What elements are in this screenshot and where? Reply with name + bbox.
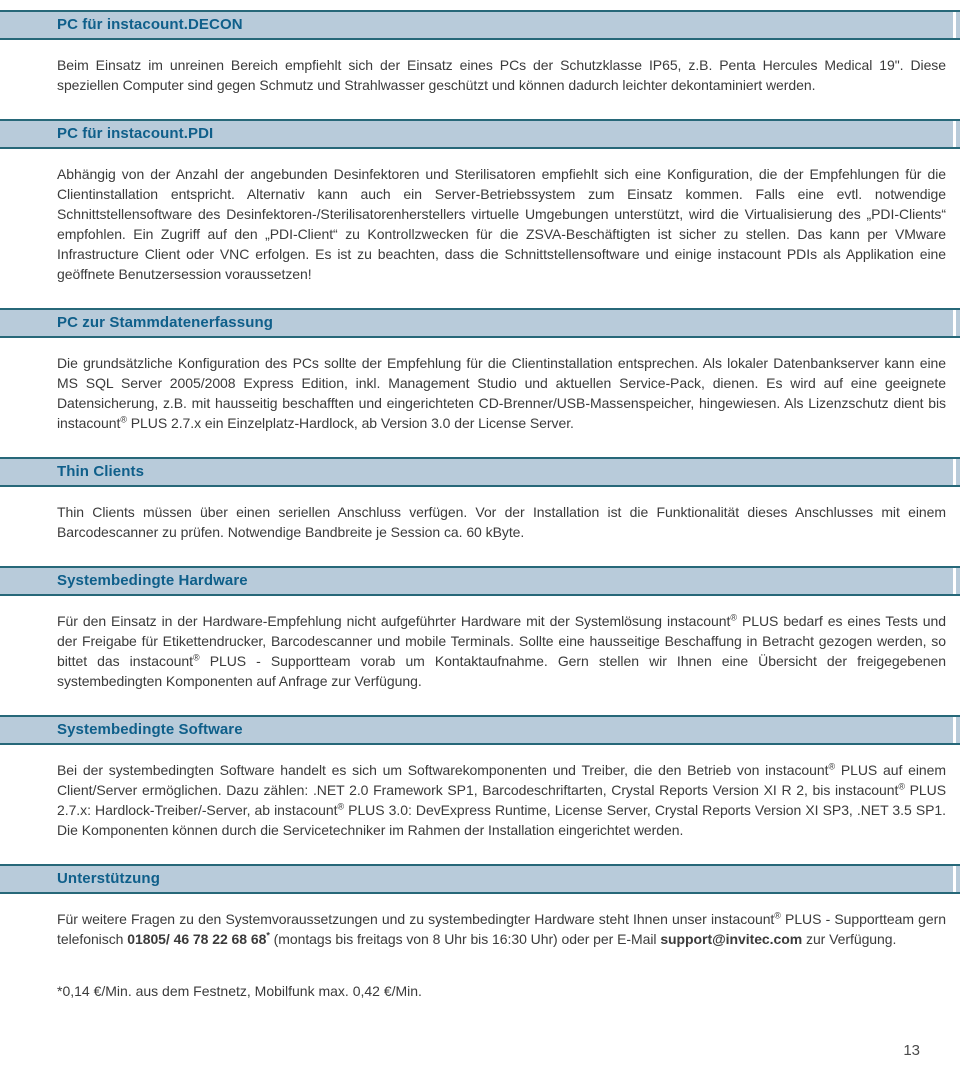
text-run: Für den Einsatz in der Hardware-Empfehlung nicht aufgeführter Hardware mit der Systemlösung instacount <box>57 613 731 629</box>
text-run: PLUS - Supportteam vorab um Kontaktaufnahme. Gern stellen wir Ihnen eine Übersicht der freigegebenen systembedingten Komponenten auf Anfrage zur Verfügung. <box>57 653 946 689</box>
text-run: Die grundsätzliche Konfiguration des PCs sollte der Empfehlung für die Clientinstallation entsprechen. Als lokaler Datenbankserver kann eine MS SQL Server 2005/2008 Express Edition, inkl. Management Studio und aktuellen Service-Pack, dienen. Es wird auf eine geeignete Datensicherung, z.B. mit hausseitig beschafften und eingerichteten CD-Brenner/USB-Massenspeicher, hingewiesen. Als Lizenzschutz dient bis instacount <box>57 355 946 431</box>
text-run: PLUS 2.7.x: Hardlock-Treiber/-Server, ab instacount <box>57 782 946 818</box>
bar-edge-notch <box>953 310 956 336</box>
text-run: PLUS auf einem Client/Server ermöglichen. Dazu zählen: .NET 2.0 Framework SP1, Barcodeschriftarten, Crystal Reports Version XI R 2, bis instacount <box>57 762 946 798</box>
paragraph <box>57 611 946 691</box>
text-run: ® <box>193 652 200 663</box>
section-header-bar <box>0 10 960 40</box>
section-title: Thin Clients <box>57 463 145 480</box>
section-title: PC zur Stammdatenerfassung <box>57 314 273 331</box>
section-header-bar <box>0 308 960 338</box>
text-run: support@invitec.com <box>660 931 803 947</box>
text-run: Für weitere Fragen zu den Systemvoraussetzungen und zu systembedingter Hardware steht Ihnen unser instacount <box>57 911 775 927</box>
bar-edge-notch <box>953 717 956 743</box>
section-header-bar <box>0 119 960 149</box>
section-header-bar <box>0 715 960 745</box>
section-hardware <box>0 566 960 691</box>
text-run: ® <box>337 801 345 812</box>
text-run: PLUS 3.0: DevExpress Runtime, License Server, Crystal Reports Version XI SP3, .NET 3.5 SP1. Die Komponenten können durch die Servicetechniker im Rahmen der Installation eingerichtet werden. <box>57 802 946 838</box>
paragraph <box>57 760 946 840</box>
paragraph <box>57 502 946 542</box>
section-pdi <box>0 119 960 284</box>
paragraph <box>57 909 946 949</box>
section-thin-clients <box>0 457 960 542</box>
text-run: * <box>266 930 270 941</box>
text-run: ® <box>898 781 905 792</box>
text-run: 01805/ 46 78 22 68 68 <box>127 931 267 947</box>
section-title: Unterstützung <box>57 870 160 887</box>
text-run: (montags bis freitags von 8 Uhr bis 16:30 Uhr) oder per E-Mail <box>269 931 661 947</box>
text-run: Thin Clients müssen über einen seriellen Anschluss verfügen. Vor der Installation ist die Funktionalität dieses Anschlusses mit einem Barcodescanner zu prüfen. Notwendige Bandbreite je Session ca. 60 kByte. <box>57 504 946 540</box>
text-run: *0,14 €/Min. aus dem Festnetz, Mobilfunk max. 0,42 €/Min. <box>57 983 422 999</box>
text-run: ® <box>120 414 127 425</box>
paragraph <box>57 353 946 433</box>
paragraph <box>57 164 946 284</box>
text-run: PLUS bedarf es eines Tests und der Freigabe für Etikettendrucker, Barcodescanner und mobile Terminals. Sollte eine hausseitige Beschaffung in Betracht gezogen werden, so bittet das instacount <box>57 613 946 669</box>
section-unterstuetzung <box>0 864 960 949</box>
section-header-bar <box>0 864 960 894</box>
section-title: PC für instacount.PDI <box>57 125 214 142</box>
bar-edge-notch <box>953 459 956 485</box>
section-stammdaten <box>0 308 960 433</box>
text-run: Bei der systembedingten Software handelt es sich um Softwarekomponenten und Treiber, die den Betrieb von instacount <box>57 762 829 778</box>
section-header-bar <box>0 566 960 596</box>
page-number: 13 <box>903 1042 920 1059</box>
text-run: PLUS 2.7.x ein Einzelplatz-Hardlock, ab Version 3.0 der License Server. <box>126 415 574 431</box>
text-run: ® <box>774 910 781 921</box>
bar-edge-notch <box>953 12 956 38</box>
bar-edge-notch <box>953 866 956 892</box>
text-run: Abhängig von der Anzahl der angebunden Desinfektoren und Sterilisatoren empfiehlt sich eine Konfiguration, die der Empfehlungen für die Clientinstallation entspricht. Alternativ kann auch ein Server-Betriebssystem zum Einsatz kommen. Falls eine evtl. notwendige Schnittstellensoftware des Desinfektoren-/Sterilisatorenherstellers virtuelle Umgebungen unterstützt, wird die Virtualisierung des „PDI-Clients“ empfohlen. Ein Zugriff auf den „PDI-Client“ zu Kontrollzwecken für die ZSVA-Beschäftigten ist sicher zu stellen. Das kann per VMware Infrastructure Client oder VNC erfolgen. Es ist zu beachten, dass die Schnittstellensoftware und einige instacount PDIs als Applikation eine geöffnete Benutzersession voraussetzen! <box>57 166 946 282</box>
section-software <box>0 715 960 840</box>
text-run: ® <box>730 612 737 623</box>
bar-edge-notch <box>953 121 956 147</box>
footnote <box>57 981 946 1001</box>
section-decon <box>0 10 960 95</box>
text-run: Beim Einsatz im unreinen Bereich empfiehlt sich der Einsatz eines PCs der Schutzklasse IP65, z.B. Penta Hercules Medical 19". Diese speziellen Computer sind gegen Schmutz und Strahlwasser geschützt und können dadurch leichter dekontaminiert werden. <box>57 57 946 93</box>
section-title: Systembedingte Software <box>57 721 243 738</box>
text-run: zur Verfügung. <box>802 931 897 947</box>
text-run: ® <box>828 761 836 772</box>
section-header-bar <box>0 457 960 487</box>
section-title: Systembedingte Hardware <box>57 572 248 589</box>
text-run: PLUS - Supportteam gern telefonisch <box>57 911 946 947</box>
paragraph <box>57 55 946 95</box>
bar-edge-notch <box>953 568 956 594</box>
section-title: PC für instacount.DECON <box>57 16 243 33</box>
